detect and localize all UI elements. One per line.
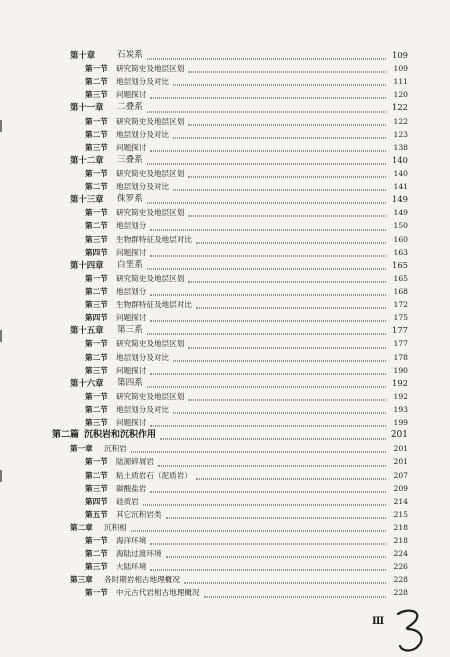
dot-leader xyxy=(196,295,386,309)
entry-number: 第三节 xyxy=(85,90,108,100)
entry-title: 地层划分及对比 xyxy=(116,128,171,141)
entry-title: 海陆过渡环境 xyxy=(116,547,164,560)
dot-leader xyxy=(150,360,386,374)
entry-title: 第四系 xyxy=(117,377,145,390)
entry-page-number: 141 xyxy=(386,180,408,193)
entry-number: 第二节 xyxy=(85,286,108,296)
entry-number: 第十五章 xyxy=(70,325,104,336)
entry-number: 第一节 xyxy=(85,536,108,546)
entry-title: 第三系 xyxy=(117,324,145,337)
entry-number: 第四节 xyxy=(85,247,108,257)
dot-leader xyxy=(188,203,386,217)
dot-leader xyxy=(150,85,386,99)
entry-number: 第一节 xyxy=(85,273,108,283)
dot-leader xyxy=(147,321,386,335)
entry-number: 第三节 xyxy=(85,142,108,152)
entry-page-number: 109 xyxy=(386,62,408,75)
entry-number: 第十一章 xyxy=(70,102,104,113)
entry-page-number: 172 xyxy=(386,298,408,311)
dot-leader xyxy=(188,268,386,282)
entry-number: 第二节 xyxy=(85,470,108,480)
entry-page-number: 175 xyxy=(386,311,408,324)
entry-number: 第二节 xyxy=(85,549,108,559)
dot-leader xyxy=(143,491,386,505)
entry-title: 侏罗系 xyxy=(117,193,145,206)
entry-title: 研究简史及地层区划 xyxy=(116,167,186,180)
page-number: Ⅲ xyxy=(372,616,386,627)
entry-title: 问题探讨 xyxy=(116,364,148,377)
entry-number: 第三节 xyxy=(85,365,108,375)
entry-number: 第二节 xyxy=(85,77,108,87)
entry-title: 生物群特征及地层对比 xyxy=(116,298,194,311)
entry-title: 沉积岩和沉积作用 xyxy=(84,429,158,442)
dot-leader xyxy=(184,570,386,584)
dot-leader xyxy=(147,255,386,269)
entry-title: 问题探讨 xyxy=(116,141,148,154)
dot-leader xyxy=(173,72,386,86)
entry-number: 第十章 xyxy=(70,50,96,60)
entry-title: 研究简史及地层区划 xyxy=(116,337,186,350)
entry-title: 研究简史及地层区划 xyxy=(116,62,186,75)
dot-leader xyxy=(166,544,386,558)
entry-page-number: 192 xyxy=(386,377,408,390)
entry-number: 第一节 xyxy=(85,168,108,178)
entry-number: 第十六章 xyxy=(70,377,104,388)
entry-number: 第三节 xyxy=(85,483,108,493)
entry-page-number: 199 xyxy=(386,416,408,429)
entry-number: 第一节 xyxy=(85,64,108,74)
entry-number: 第二章 xyxy=(70,522,93,532)
entry-page-number: 149 xyxy=(386,206,408,219)
entry-page-number: 201 xyxy=(386,429,408,442)
entry-title: 大陆环境 xyxy=(116,560,148,573)
entry-title: 问题探讨 xyxy=(116,311,148,324)
entry-title: 二叠系 xyxy=(117,101,145,114)
toc-section-entry xyxy=(0,586,450,599)
dot-leader xyxy=(188,386,386,400)
dot-leader xyxy=(150,531,386,545)
entry-page-number: 168 xyxy=(386,285,408,298)
entry-number: 第十二章 xyxy=(70,154,104,165)
entry-page-number: 149 xyxy=(386,193,408,206)
entry-page-number: 123 xyxy=(386,128,408,141)
entry-title: 问题探讨 xyxy=(116,246,148,259)
entry-number: 第四节 xyxy=(85,313,108,323)
entry-page-number: 192 xyxy=(386,390,408,403)
entry-title: 海洋环境 xyxy=(116,534,148,547)
entry-number: 第二节 xyxy=(85,182,108,192)
entry-title: 其它沉积岩类 xyxy=(116,508,164,521)
entry-title: 生物群特征及地层对比 xyxy=(116,233,194,246)
entry-title: 问题探讨 xyxy=(116,416,148,429)
entry-title: 地层划分及对比 xyxy=(116,351,171,364)
entry-page-number: 193 xyxy=(386,403,408,416)
entry-title: 各时期岩相古地理概况 xyxy=(104,573,182,586)
entry-page-number: 160 xyxy=(386,233,408,246)
dot-leader xyxy=(147,190,386,204)
entry-page-number: 150 xyxy=(386,219,408,232)
entry-page-number: 140 xyxy=(386,167,408,180)
entry-page-number: 209 xyxy=(386,482,408,495)
entry-title: 地层划分及对比 xyxy=(116,403,171,416)
entry-number: 第二篇 xyxy=(52,430,80,441)
entry-title: 陆源碎屑岩 xyxy=(116,455,156,468)
entry-page-number: 201 xyxy=(386,455,408,468)
entry-title: 研究简史及地层区划 xyxy=(116,272,186,285)
entry-number: 第二节 xyxy=(85,352,108,362)
entry-title: 地层划分及对比 xyxy=(116,180,171,193)
entry-page-number: 207 xyxy=(386,469,408,482)
dot-leader xyxy=(173,399,386,413)
entry-page-number: 224 xyxy=(386,547,408,560)
entry-page-number: 218 xyxy=(386,534,408,547)
handwritten-mark xyxy=(392,606,432,654)
entry-number: 第一节 xyxy=(85,391,108,401)
entry-number: 第十三章 xyxy=(70,194,104,205)
dot-leader xyxy=(188,59,386,73)
entry-page-number: 177 xyxy=(386,324,408,337)
entry-title: 地层划分 xyxy=(116,285,148,298)
entry-title: 沉积相 xyxy=(104,521,129,534)
entry-title: 地层划分 xyxy=(116,219,148,232)
entry-title: 中元古代岩相古地理概况 xyxy=(116,586,202,599)
entry-number: 第二节 xyxy=(85,404,108,414)
entry-page-number: 215 xyxy=(386,508,408,521)
dot-leader xyxy=(196,229,386,243)
entry-page-number: 165 xyxy=(386,259,408,272)
entry-page-number: 228 xyxy=(386,573,408,586)
entry-page-number: 214 xyxy=(386,495,408,508)
entry-number: 第一节 xyxy=(85,208,108,218)
table-of-contents xyxy=(0,49,450,600)
dot-leader xyxy=(150,413,386,427)
dot-leader xyxy=(188,334,386,348)
entry-number: 第三节 xyxy=(85,300,108,310)
entry-page-number: 177 xyxy=(386,337,408,350)
entry-number: 第一节 xyxy=(85,588,108,598)
entry-number: 第三节 xyxy=(85,418,108,428)
entry-number: 第五节 xyxy=(85,509,108,519)
entry-page-number: 228 xyxy=(386,586,408,599)
entry-page-number: 218 xyxy=(386,521,408,534)
entry-title: 硅质岩 xyxy=(116,495,141,508)
entry-number: 第二节 xyxy=(85,129,108,139)
entry-page-number: 109 xyxy=(386,49,408,62)
dot-leader xyxy=(204,583,386,597)
dot-leader xyxy=(188,163,386,177)
binding-mark xyxy=(0,330,2,342)
entry-page-number: 178 xyxy=(386,351,408,364)
entry-title: 白垩系 xyxy=(117,259,145,272)
entry-page-number: 165 xyxy=(386,272,408,285)
entry-number: 第一节 xyxy=(85,116,108,126)
dot-leader xyxy=(147,46,386,60)
entry-title: 石炭系 xyxy=(117,49,145,62)
dot-leader xyxy=(173,347,386,361)
entry-page-number: 190 xyxy=(386,364,408,377)
entry-title: 研究简史及地层区划 xyxy=(116,206,186,219)
entry-number: 第三节 xyxy=(85,234,108,244)
binding-mark xyxy=(0,120,2,132)
dot-leader xyxy=(173,124,386,138)
entry-title: 三叠系 xyxy=(117,154,145,167)
dot-leader xyxy=(196,465,386,479)
binding-mark xyxy=(0,470,2,482)
entry-number: 第四节 xyxy=(85,496,108,506)
entry-title: 问题探讨 xyxy=(116,88,148,101)
entry-page-number: 122 xyxy=(386,101,408,114)
entry-number: 第一节 xyxy=(85,457,108,467)
dot-leader xyxy=(158,452,386,466)
entry-page-number: 122 xyxy=(386,115,408,128)
dot-leader xyxy=(188,111,386,125)
entry-number: 第二节 xyxy=(85,221,108,231)
entry-page-number: 120 xyxy=(386,88,408,101)
dot-leader xyxy=(131,439,386,453)
entry-number: 第一节 xyxy=(85,339,108,349)
dot-leader xyxy=(150,557,386,571)
dot-leader xyxy=(166,504,386,518)
entry-title: 研究简史及地层区划 xyxy=(116,390,186,403)
entry-page-number: 138 xyxy=(386,141,408,154)
dot-leader xyxy=(147,373,386,387)
entry-title: 地层划分及对比 xyxy=(116,75,171,88)
entry-number: 第十四章 xyxy=(70,259,104,270)
dot-leader xyxy=(160,426,386,440)
entry-title: 研究简史及地层区划 xyxy=(116,115,186,128)
dot-leader xyxy=(147,98,386,112)
entry-title: 粘土质岩石（泥质岩） xyxy=(116,469,194,482)
dot-leader xyxy=(150,137,386,151)
entry-number: 第三节 xyxy=(85,562,108,572)
entry-title: 碳酸盐岩 xyxy=(116,482,148,495)
dot-leader xyxy=(131,517,386,531)
dot-leader xyxy=(147,150,386,164)
entry-number: 第一章 xyxy=(70,444,93,454)
entry-number: 第三章 xyxy=(70,575,93,585)
dot-leader xyxy=(173,177,386,191)
entry-page-number: 226 xyxy=(386,560,408,573)
entry-page-number: 201 xyxy=(386,442,408,455)
entry-page-number: 111 xyxy=(386,75,408,88)
entry-page-number: 163 xyxy=(386,246,408,259)
entry-page-number: 140 xyxy=(386,154,408,167)
entry-title: 沉积岩 xyxy=(104,442,129,455)
